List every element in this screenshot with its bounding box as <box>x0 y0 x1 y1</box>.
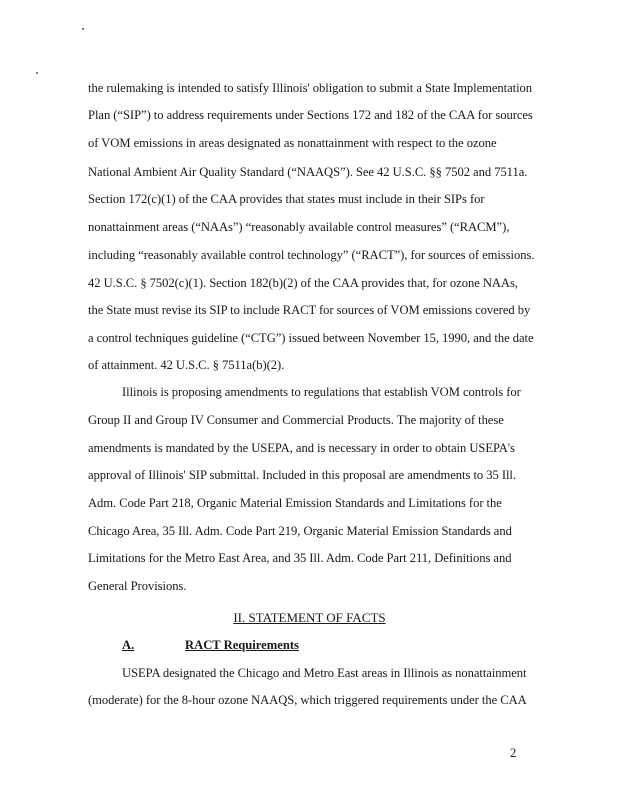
paragraph-1-line: including “reasonably available control technology” (“RACT”), for sources of emissions. <box>88 248 535 262</box>
paragraph-2-line: Illinois is proposing amendments to regulations that establish VOM controls for <box>122 385 521 399</box>
paragraph-1-line: the rulemaking is intended to satisfy Illinois' obligation to submit a State Implementation <box>88 81 533 95</box>
paragraph-3-line: USEPA designated the Chicago and Metro East areas in Illinois as nonattainment <box>122 666 527 680</box>
paragraph-3-line: (moderate) for the 8-hour ozone NAAQS, which triggered requirements under the CAA <box>88 693 527 707</box>
paragraph-1-line: nonattainment areas (“NAAs”) “reasonably available control measures” (“RACM”), <box>88 220 510 234</box>
paragraph-2-line: Chicago Area, 35 Ill. Adm. Code Part 219, Organic Material Emission Standards and <box>88 524 512 538</box>
paragraph-2-line: approval of Illinois' SIP submittal. Included in this proposal are amendments to 35 Ill. <box>88 468 516 482</box>
section-heading: II. STATEMENT OF FACTS <box>233 610 386 625</box>
paragraph-1-line: of VOM emissions in areas designated as nonattainment with respect to the ozone <box>88 136 497 150</box>
paragraph-1-line: 42 U.S.C. § 7502(c)(1). Section 182(b)(2) of the CAA provides that, for ozone NAAs, <box>88 276 518 290</box>
subsection-number: A. <box>122 638 135 652</box>
paragraph-1-line: National Ambient Air Quality Standard (“NAAQS”). See 42 U.S.C. §§ 7502 and 7511a. <box>88 165 528 179</box>
page-number: 2 <box>510 746 517 760</box>
scan-speck <box>36 72 38 74</box>
paragraph-1-line: Plan (“SIP”) to address requirements under Sections 172 and 182 of the CAA for sources <box>88 108 533 122</box>
paragraph-1-line: of attainment. 42 U.S.C. § 7511a(b)(2). <box>88 358 285 372</box>
paragraph-2-line: amendments is mandated by the USEPA, and is necessary in order to obtain USEPA's <box>88 441 515 455</box>
scan-speck <box>82 28 84 30</box>
paragraph-2-line: Adm. Code Part 218, Organic Material Emission Standards and Limitations for the <box>88 496 502 510</box>
paragraph-1-line: Section 172(c)(1) of the CAA provides that states must include in their SIPs for <box>88 192 485 206</box>
paragraph-2-line: General Provisions. <box>88 579 187 593</box>
subsection-title: RACT Requirements <box>185 638 299 652</box>
paragraph-2-line: Group II and Group IV Consumer and Commercial Products. The majority of these <box>88 413 504 427</box>
paragraph-1-line: a control techniques guideline (“CTG”) issued between November 15, 1990, and the date <box>88 331 534 345</box>
paragraph-1-line: the State must revise its SIP to include RACT for sources of VOM emissions covered by <box>88 303 531 317</box>
paragraph-2-line: Limitations for the Metro East Area, and 35 Ill. Adm. Code Part 211, Definitions and <box>88 551 512 565</box>
